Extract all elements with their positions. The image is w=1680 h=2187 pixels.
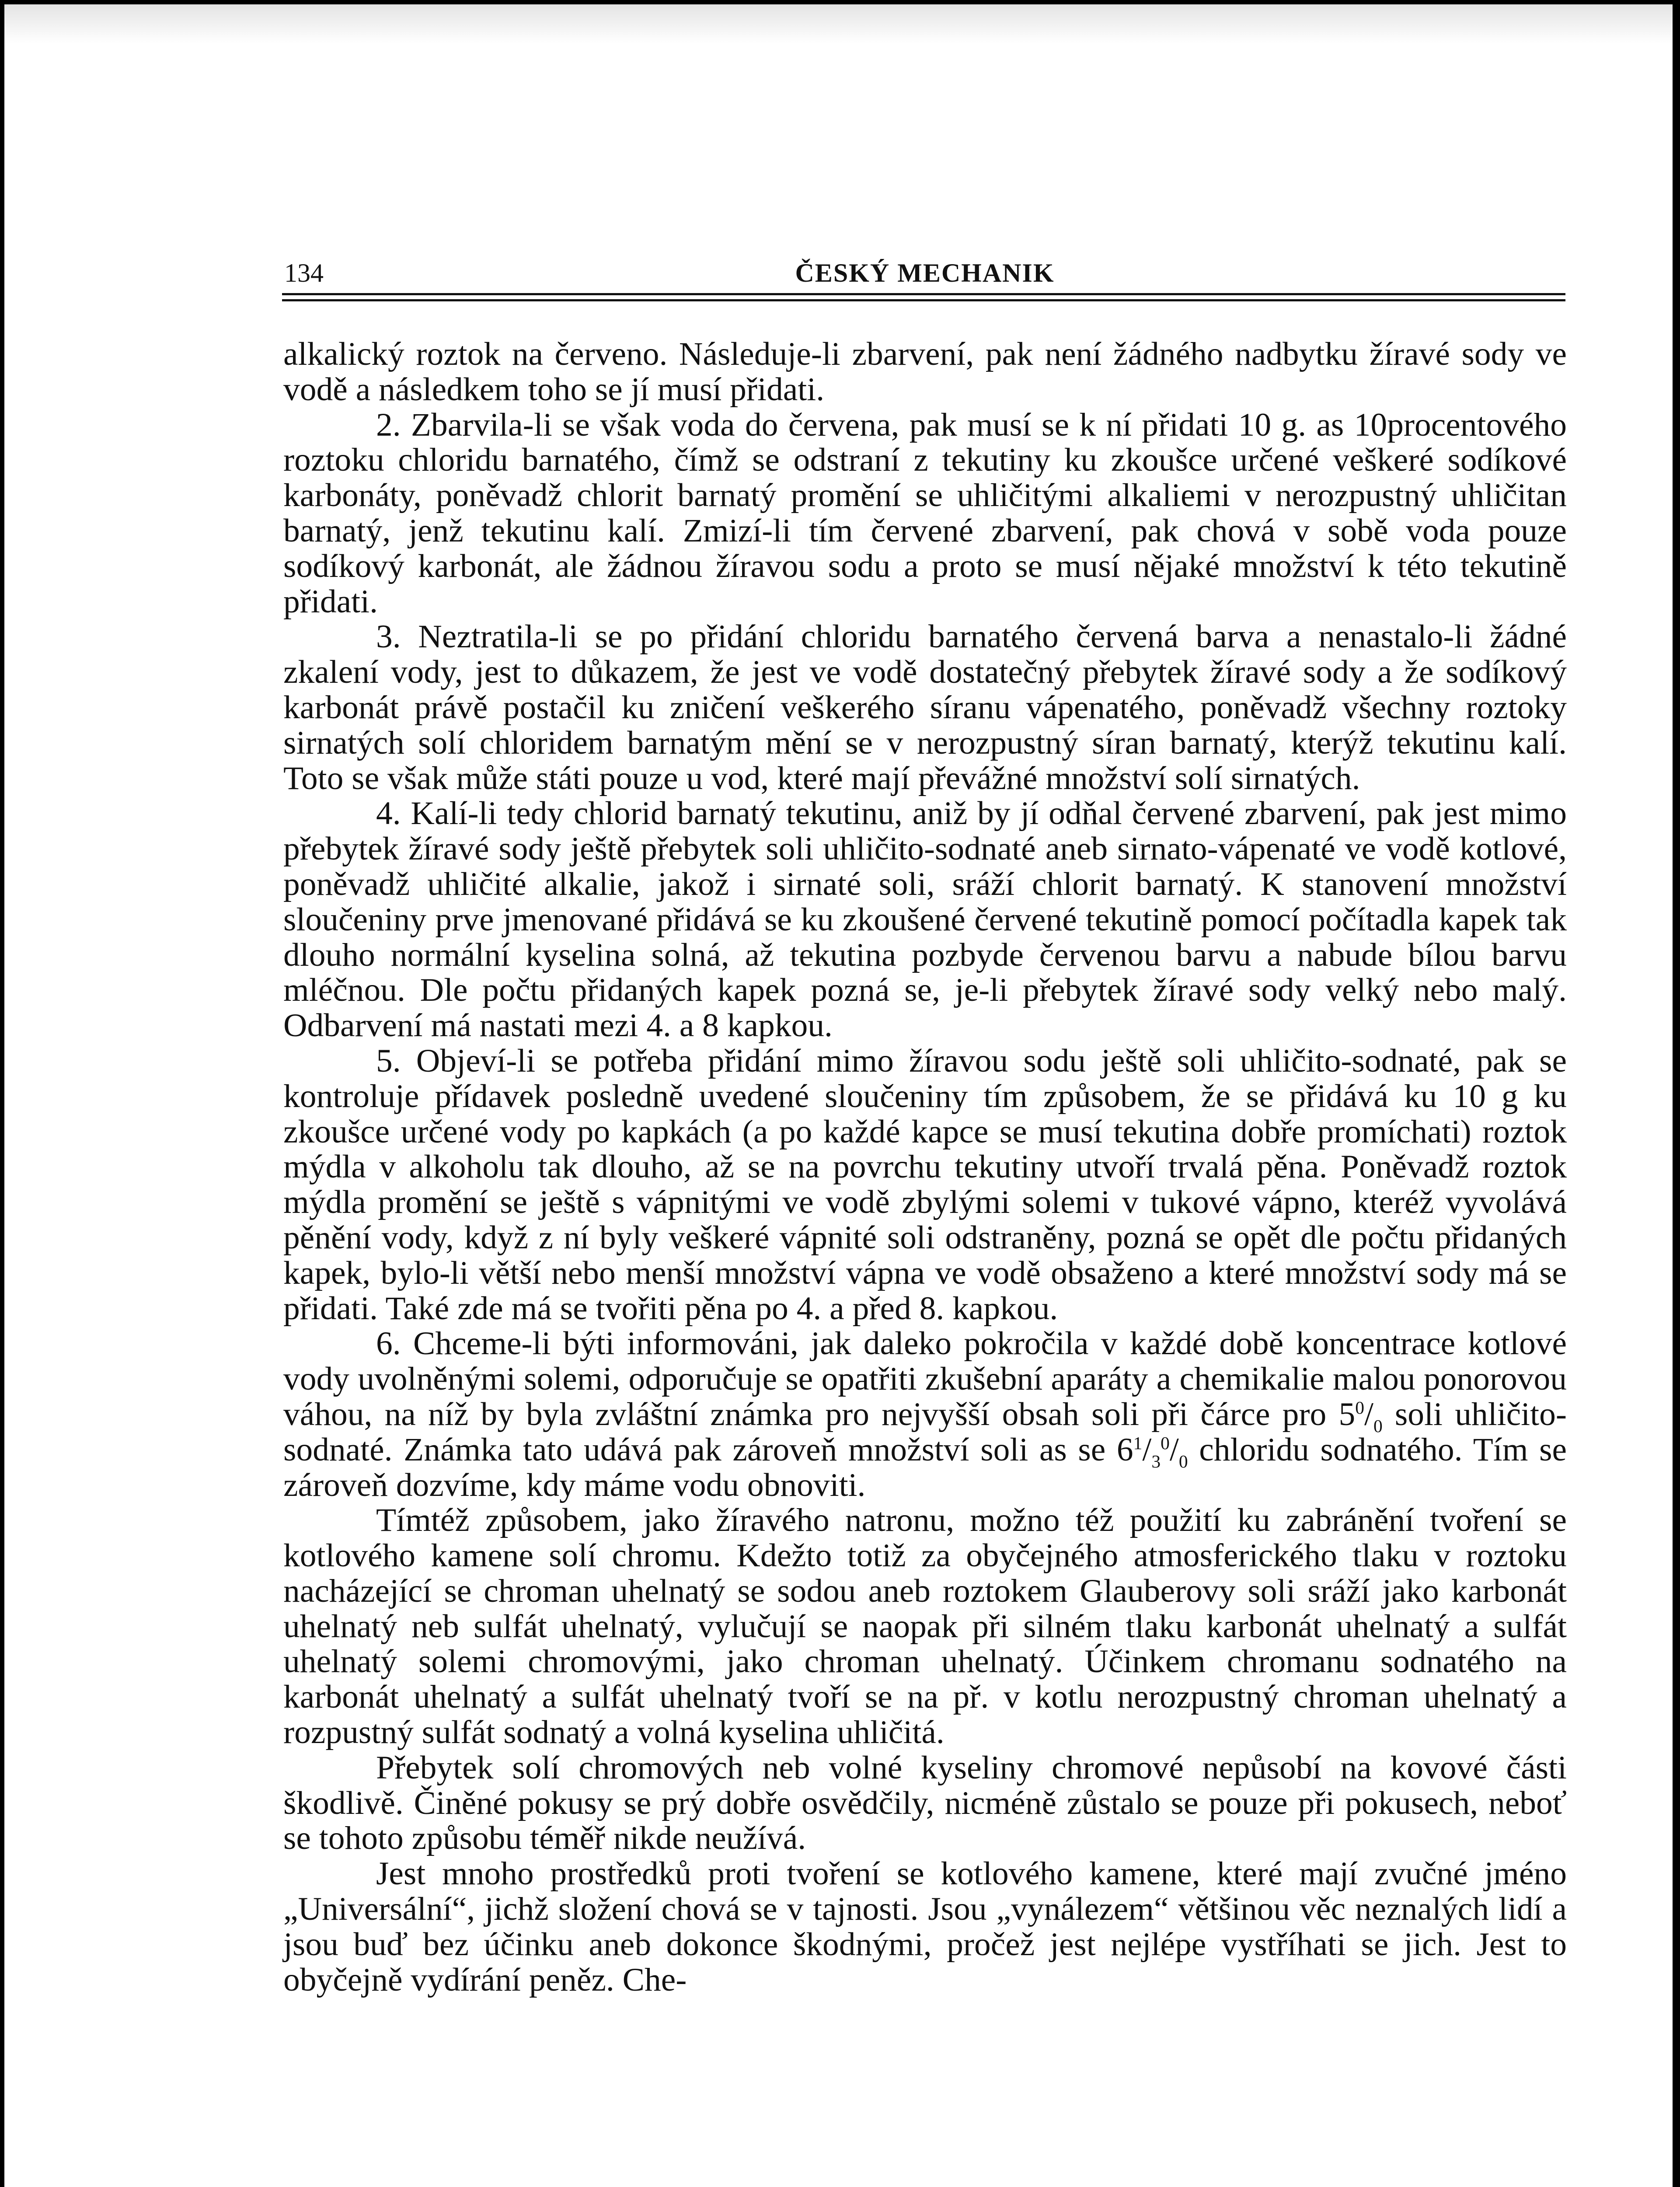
paragraph-item-6-text-b: soli uhličito-sodnaté. Známka tato udává pak zároveň množství soli as se 6 (283, 1396, 1567, 1468)
body-text (283, 337, 1567, 1998)
percent-sign-sub-2: 0 (1178, 1451, 1188, 1471)
percent-sign-sub: 0 (1373, 1416, 1383, 1436)
scan-edge-shadow (4, 4, 1673, 44)
paragraph-chromium-salts: Tímtéž způsobem, jako žíravého natronu, možno též použití ku zabránění tvoření se kotlového kamene solí chromu. Kdežto totiž za obyčejného atmosferického tlaku v roztoku nacházející se chroman uhelnatý se sodou aneb roztokem Glauberovy soli sráží jako karbonát uhelnatý neb sulfát uhelnatý, vylučují se naopak při silném tlaku karbonát uhelnatý a sulfát uhelnatý solemi chromovými, jako chroman uhelnatý. Účinkem chromanu sodnatého na karbonát uhelnatý a sulfát uhelnatý tvoří se na př. v kotlu nerozpustný chroman uhelnatý a rozpustný sulfát sodnatý a volná kyselina uhličitá. (283, 1502, 1567, 1751)
book-page (4, 4, 1673, 2187)
paragraph-item-6: 6. Chceme-li býti informováni, jak daleko pokročila v každé době koncentrace kotlové vody uvolněnými solemi, odporučuje se opatřiti zkušební aparáty a chemikalie malou ponorovou váhou, na níž by byla zvláštní známka pro nejvyšší obsah soli při čárce pro $5^0/_0$ soli uhličito-sodnaté. Známka tato udává pak zároveň množství soli as se $6^1/_3^0/_0$ chloridu sodnatého. Tím se zároveň dozvíme, kdy máme vodu obnoviti. (283, 1325, 1567, 1503)
paragraph-item-4: 4. Kalí-li tedy chlorid barnatý tekutinu, aniž by jí odňal červené zbarvení, pak jest mimo přebytek žíravé sody ještě přebytek soli uhličito-sodnaté aneb sirnato-vápenaté ve vodě kotlové, poněvadž uhličité alkalie, jakož i sirnaté soli, sráží chlorit barnatý. K stanovení množství sloučeniny prve jmenované přidává se ku zkoušené červené tekutině pomocí počítadla kapek tak dlouho normální kyselina solná, až tekutina pozbyde červenou barvu a nabude bílou barvu mléčnou. Dle počtu přidaných kapek pozná se, je-li přebytek žíravé sody velký nebo malý. Odbarvení má nastati mezi 4. a 8 kapkou. (283, 795, 1567, 1044)
fraction-denominator: 3 (1151, 1451, 1161, 1471)
paragraph-item-6-text-c: chloridu sodnatého. Tím se zároveň dozvíme, kdy máme vodu obnoviti. (283, 1431, 1567, 1503)
header-rule-bottom (282, 299, 1565, 301)
paragraph-item-6-text-a: 6. Chceme-li býti informováni, jak daleko pokročila v každé době koncentrace kotlové vody uvolněnými solemi, odporučuje se opatřiti zkušební aparáty a chemikalie malou ponorovou váhou, na níž by byla zvláštní známka pro nejvyšší obsah soli při čárce pro 5 (283, 1325, 1567, 1432)
running-title: ČESKÝ MECHANIK (795, 259, 1055, 287)
paragraph-chromium-excess: Přebytek solí chromových neb volné kyseliny chromové nepůsobí na kovové části škodlivě. Činěné pokusy se prý dobře osvědčily, nicméně zůstalo se pouze při pokusech, neboť se tohoto způsobu téměř nikde neužívá. (283, 1749, 1567, 1857)
paragraph-item-2: 2. Zbarvila-li se však voda do červena, pak musí se k ní přidati 10 g. as 10procentového roztoku chloridu barnatého, čímž se odstraní z tekutiny ku zkoušce určené veškeré sodíkové karbonáty, poněvadž chlorit barnatý promění se uhličitými alkaliemi v nerozpustný uhličitan barnatý, jenž tekutinu kalí. Zmizí-li tím červené zbarvení, pak chová v sobě voda pouze sodíkový karbonát, ale žádnou žíravou sodu a proto se musí nějaké množství k této tekutině přidati. (283, 406, 1567, 620)
paragraph-universal-remedies: Jest mnoho prostředků proti tvoření se kotlového kamene, které mají zvučné jméno „Universální“, jichž složení chová se v tajnosti. Jsou „vynálezem“ většinou věc neznalých lidí a jsou buď bez účinku aneb dokonce škodnými, pročež jest nejlépe vystříhati se jich. Jest to obyčejně vydírání peněz. Che- (283, 1855, 1567, 1998)
paragraph-item-5: 5. Objeví-li se potřeba přidání mimo žíravou sodu ještě soli uhličito-sodnaté, pak se kontroluje přídavek posledně uvedené sloučeniny tím způsobem, že se přidává ku 10 g ku zkoušce určené vody po kapkách (a po každé kapce se musí tekutina dobře promíchati) roztok mýdla v alkoholu tak dlouho, až se na povrchu tekutiny utvoří trvalá pěna. Poněvadž roztok mýdla promění se ještě s vápnitými ve vodě zbylými solemi v tukové vápno, kteréž vyvolává pěnění vody, když z ní byly veškeré vápnité soli odstraněny, pozná se opět dle počtu přidaných kapek, bylo-li větší nebo menší množství vápna ve vodě obsaženo a které množství sody má se přidati. Také zde má se tvořiti pěna po 4. a před 8. kapkou. (283, 1042, 1567, 1327)
fraction-numerator: 1 (1133, 1432, 1143, 1453)
paragraph-item-3: 3. Neztratila-li se po přidání chloridu barnatého červená barva a nenastalo-li žádné zkalení vody, jest to důkazem, že jest ve vodě dostatečný přebytek žíravé sody a že sodíkový karbonát právě postačil ku zničení veškerého síranu vápenatého, poněvadž všechny roztoky sirnatých solí chloridem barnatým mění se v nerozpustný síran barnatý, kterýž tekutinu kalí. Toto se však může státi pouze u vod, které mají převážné množství solí sirnatých. (283, 618, 1567, 797)
header-rule-top (282, 293, 1565, 295)
page-number: 134 (284, 259, 324, 287)
percent-sign-sup: 0 (1161, 1432, 1170, 1453)
page-header (284, 249, 1565, 287)
paragraph-continuation: alkalický roztok na červeno. Následuje-li zbarvení, pak není žádného nadbytku žíravé sody ve vodě a následkem toho se jí musí přidati. (283, 336, 1567, 408)
